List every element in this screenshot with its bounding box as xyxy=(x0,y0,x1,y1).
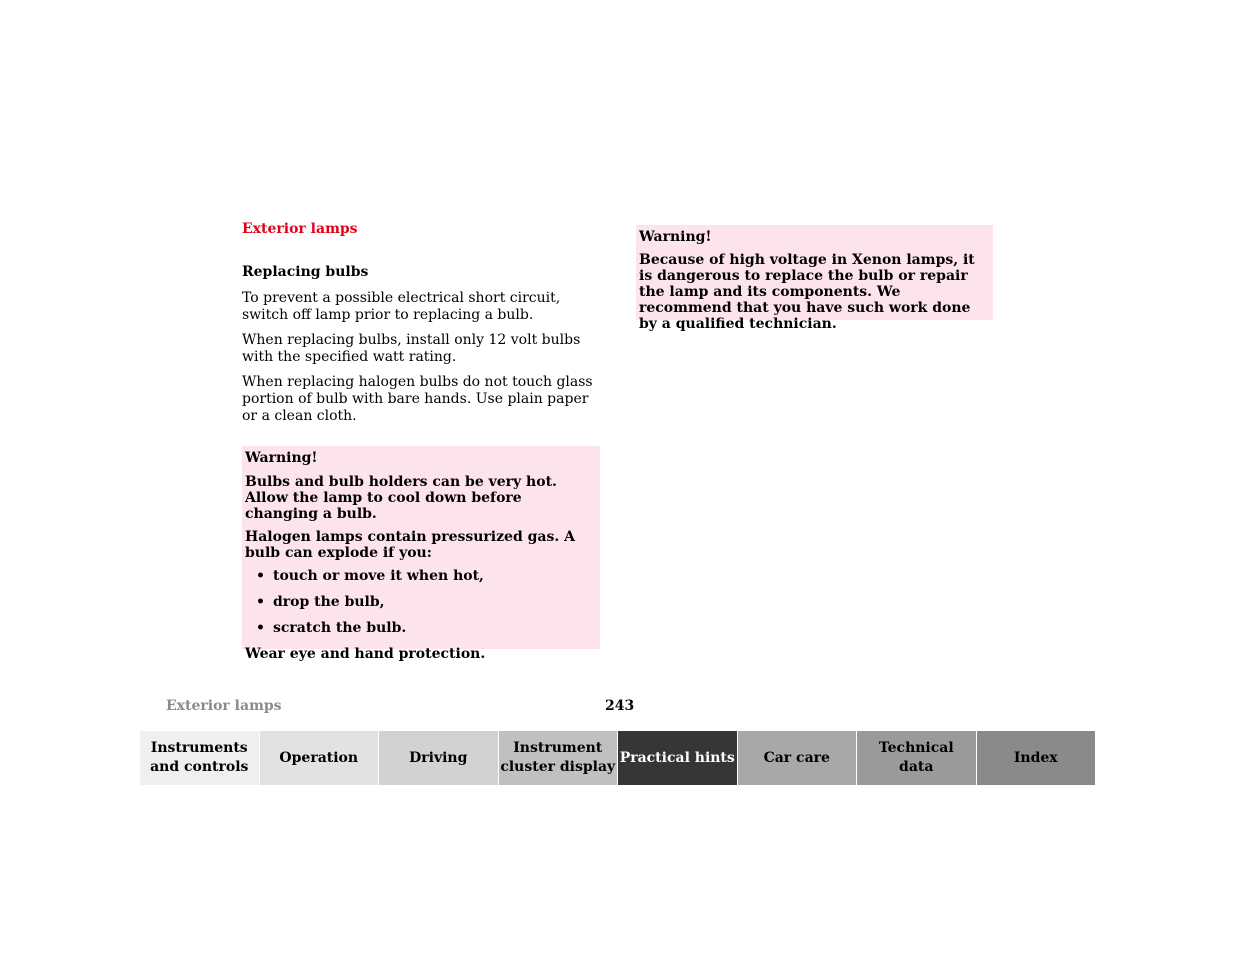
nav-tab-label: Technical xyxy=(878,740,954,756)
section-title: Exterior lamps xyxy=(242,221,358,237)
nav-tab-label: data xyxy=(899,759,934,775)
warning-title: Warning! xyxy=(245,450,318,466)
nav-tab-label: Operation xyxy=(279,749,359,766)
nav-tab-label: Instruments xyxy=(150,740,248,756)
nav-tab-label: Driving xyxy=(409,749,468,766)
page-number: 243 xyxy=(605,698,635,714)
nav-tab-label: and controls xyxy=(150,759,249,775)
warning-bullet-list xyxy=(245,568,597,636)
paragraph: To prevent a possible electrical short circuit, switch off lamp prior to replacing a bulb. xyxy=(242,290,561,323)
nav-tab-label: Instrument xyxy=(513,740,603,756)
warning-text: Because of high voltage in Xenon lamps, it is dangerous to replace the bulb or repair the lamp and its components. We recommend that you have such work done by a qualified technician. xyxy=(639,252,975,332)
chapter-nav-bar xyxy=(140,731,1095,785)
footer-section-title: Exterior lamps xyxy=(166,698,282,714)
nav-tab-label: Car care xyxy=(763,749,830,766)
warning-bullet: • scratch the bulb. xyxy=(245,620,597,636)
nav-tab-index[interactable] xyxy=(977,731,1096,785)
nav-tab-instrument-cluster-display[interactable] xyxy=(499,731,619,785)
paragraph: When replacing halogen bulbs do not touch glass portion of bulb with bare hands. Use plain paper or a clean cloth. xyxy=(242,374,593,424)
warning-box xyxy=(242,446,600,662)
nav-tab-instruments-and-controls[interactable] xyxy=(140,731,260,785)
warning-text: Halogen lamps contain pressurized gas. A bulb can explode if you: xyxy=(245,529,575,561)
warning-bullet: • drop the bulb, xyxy=(245,594,597,610)
warning-title: Warning! xyxy=(639,229,712,245)
nav-tab-technical-data[interactable] xyxy=(857,731,977,785)
nav-tab-label: Practical hints xyxy=(619,749,735,766)
subheading: Replacing bulbs xyxy=(242,264,369,280)
warning-text: Bulbs and bulb holders can be very hot. Allow the lamp to cool down before changing a bulb. xyxy=(245,474,557,522)
nav-tab-practical-hints[interactable] xyxy=(618,731,738,785)
nav-tab-driving[interactable] xyxy=(379,731,499,785)
nav-tab-car-care[interactable] xyxy=(738,731,858,785)
nav-tab-operation[interactable] xyxy=(260,731,380,785)
nav-tab-label: cluster display xyxy=(500,759,616,775)
warning-bullet: • touch or move it when hot, xyxy=(245,568,597,584)
nav-tab-label: Index xyxy=(1013,749,1058,766)
warning-box xyxy=(636,225,993,332)
warning-text: Wear eye and hand protection. xyxy=(245,646,486,662)
paragraph: When replacing bulbs, install only 12 volt bulbs with the specified watt rating. xyxy=(242,332,581,365)
